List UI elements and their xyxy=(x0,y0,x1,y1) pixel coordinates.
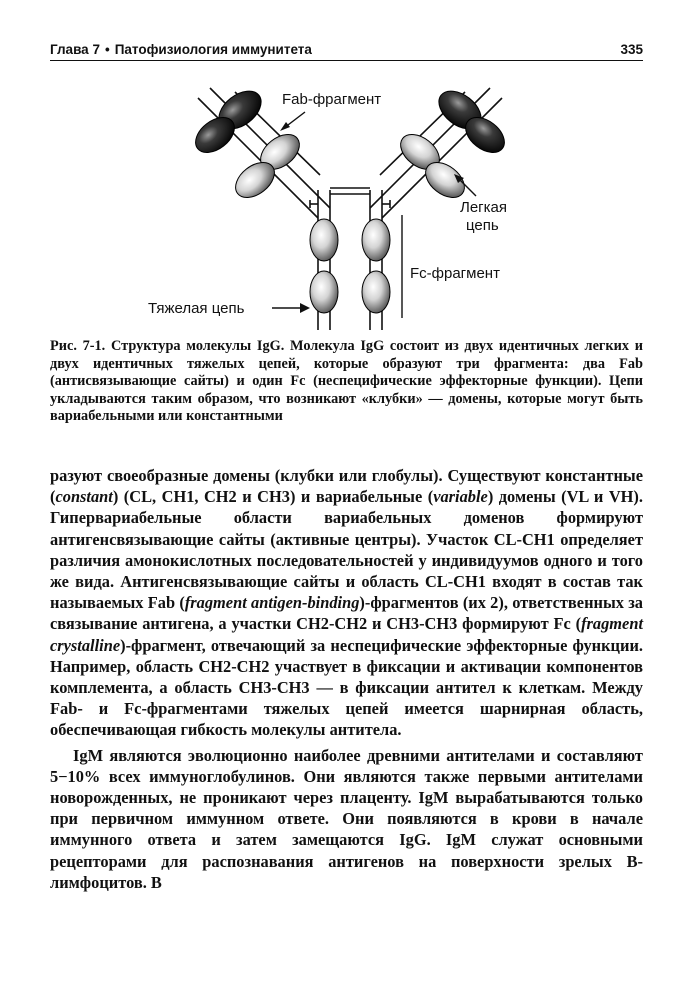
igg-structure-diagram xyxy=(120,80,580,340)
running-head-left xyxy=(50,42,312,57)
figure-number: Рис. 7-1. xyxy=(50,338,106,354)
paragraph-text: )-фрагментов (их 2), ответственных за связывание антигена, а участки CH2-CH2 и CH3-CH3 формируют Fc ( xyxy=(50,593,643,634)
paragraph-text: являются эволюционно наиболее древними антителами и составляют 5−10% всех иммуноглобулинов. Они являются также первыми антителами новорожденных, не проникают через плаценту. IgM вырабатываются только при первичном иммунном ответе. Они появляются в крови в начале иммунного ответа и затем замещаются IgG. IgM служат основными рецепторами для распознавания антигенов на поверхности зрелых В-лимфоцитов. В xyxy=(50,745,643,892)
paragraph-text: ) (CL, CH1, CH2 и CH3) и вариабельные ( xyxy=(112,487,434,507)
term-fc: fragment crystalline xyxy=(50,614,643,655)
term-constant: constant xyxy=(55,487,113,507)
figure-caption-text: Структура молекулы IgG. Молекула IgG состоит из двух идентичных легких и двух идентичных тяжелых цепей, которые образуют три фрагмента: два Fab (антисвязывающие сайты) и один Fc (неспецифические эффекторные функции). Цепи укладываются таким образом, что возникают «клубки» — домены, которые могут быть вариабельными или константными xyxy=(50,338,643,425)
left-ch3-domain xyxy=(310,271,338,313)
light-chain-label-line1: Легкая xyxy=(460,199,508,216)
fc-fragment-label: Fc-фрагмент xyxy=(410,265,500,282)
heavy-chain-arrow xyxy=(272,303,310,313)
page-number: 335 xyxy=(620,42,643,57)
heavy-chain-label: Тяжелая цепь xyxy=(148,300,245,317)
light-chain-label-line2: цепь xyxy=(466,217,499,234)
term-igm: IgM xyxy=(73,745,104,765)
right-ch2-domain xyxy=(362,219,390,261)
fab-arrow xyxy=(280,112,305,131)
paragraph-domains xyxy=(50,465,643,741)
term-variable: variable xyxy=(433,487,488,507)
figure-caption xyxy=(50,338,643,426)
left-ch2-domain xyxy=(310,219,338,261)
paragraph-igm xyxy=(50,745,643,893)
chapter-label: Глава 7 xyxy=(50,42,100,57)
paragraph-text: )-фрагмент, отвечающий за неспецифические эффекторные функции. Например, область CH2-CH2 участвует в фиксации и активации компонентов комплемента, а область CH3-CH3 — в фиксации антител к клеткам. Между Fab- и Fc-фрагментами тяжелых цепей имеется шарнирная область, обеспечивающая гибкость молекулы антитела. xyxy=(50,635,643,740)
paragraph-text: ) домены (VL и VH). Гипервариабельные области вариабельных доменов формируют антигенсвязывающие сайты (активные центры). Участок CL-CH1 определяет различия амонокислотных последовательностей у индивидуумов одного и того же вида. Антигенсвязывающие сайты и область CL-CH1 входят в состав так называемых Fab ( xyxy=(50,487,643,613)
paragraph-text: разуют своеобразные домены (клубки или глобулы). Существуют константные ( xyxy=(50,466,643,507)
body-text xyxy=(50,465,643,893)
header-bullet: • xyxy=(104,42,110,57)
term-fab: fragment antigen-binding xyxy=(184,593,360,613)
chapter-title: Патофизиология иммунитета xyxy=(114,42,312,57)
fab-fragment-label: Fab-фрагмент xyxy=(282,91,382,108)
running-head xyxy=(50,33,643,61)
right-ch3-domain xyxy=(362,271,390,313)
